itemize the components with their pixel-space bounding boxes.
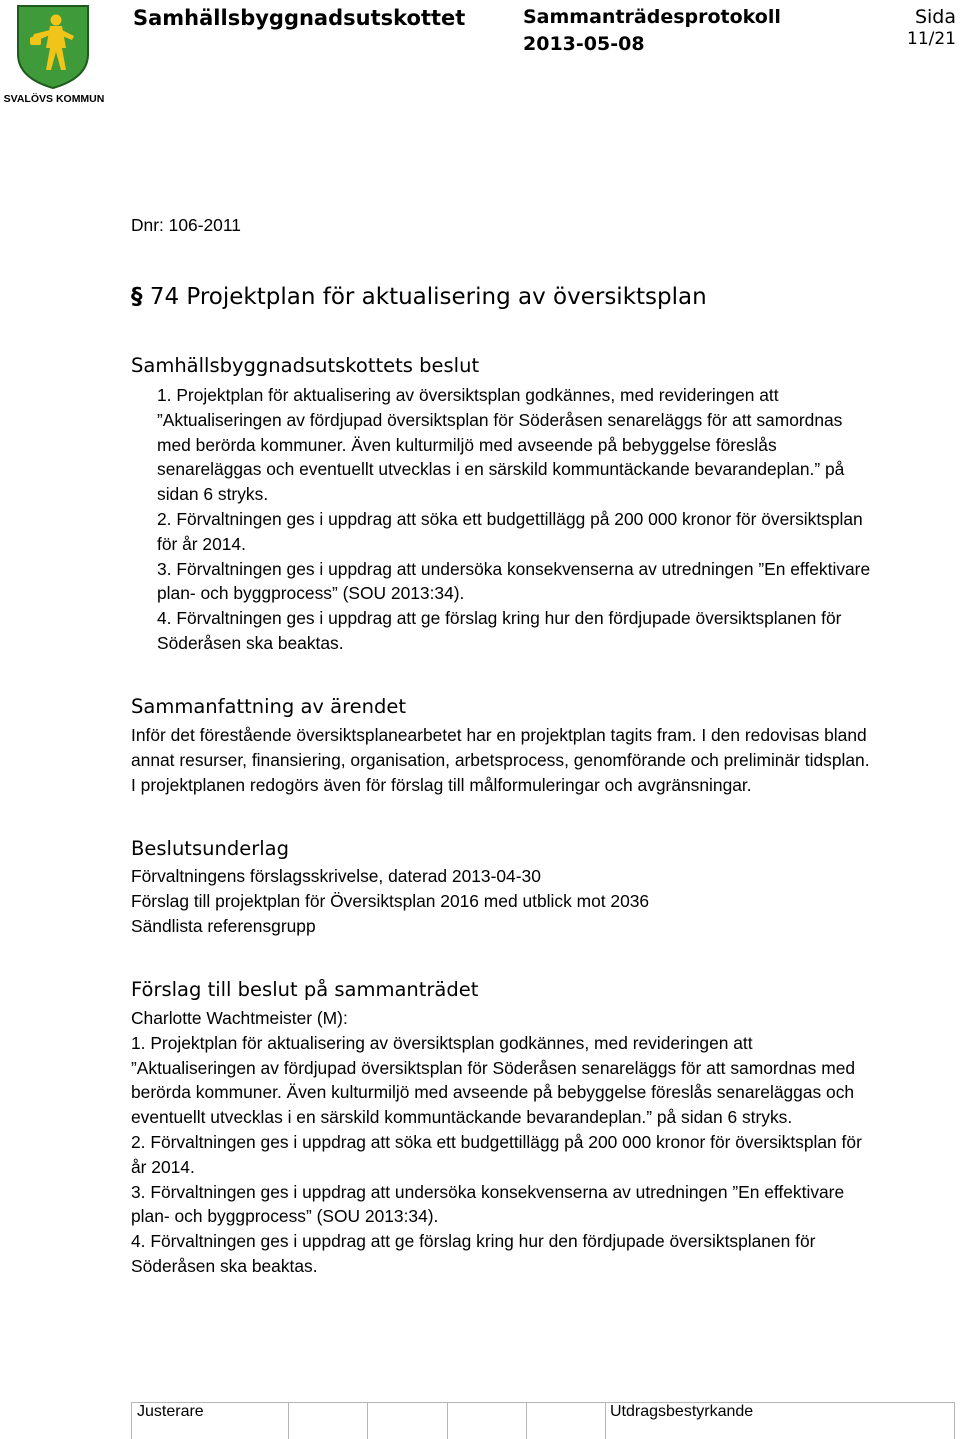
municipality-name: SVALÖVS KOMMUN [3,93,105,105]
decision-line: ”Aktualiseringen av fördjupad översiktsplan för Söderåsen senareläggs för att samordnas [157,409,843,430]
page-number: 11/21 [907,29,956,49]
summary-line: I projektplanen redogörs även för förslag till målformuleringar och avgränsningar. [131,774,752,795]
section-symbol: § [131,284,143,310]
section-title-text: 74 Projektplan för aktualisering av översiktsplan [149,284,707,310]
decision-line: plan- och byggprocess” (SOU 2013:34). [157,583,465,604]
proposer: Charlotte Wachtmeister (M): [131,1008,348,1028]
proposal-line: berörda kommuner. Även kulturmiljö med avseende på bebyggelse föreslås senareläggas och [131,1082,855,1103]
utdragsbestyrkande-label: Utdragsbestyrkande [610,1403,754,1420]
svalov-coat-of-arms-icon [16,4,90,90]
basis-list [131,864,649,938]
summary-line: Inför det förestående översiktsplanearbetet har en projektplan tagits fram. I den redovisas bland [131,725,867,745]
meeting-date: 2013-05-08 [523,33,645,55]
decision-line: 4. Förvaltningen ges i uppdrag att ge förslag kring hur den fördjupade översiktsplanen för [157,608,842,629]
proposal-list [131,1006,862,1279]
page-label: Sida [914,6,956,28]
proposal-line: plan- och byggprocess” (SOU 2013:34). [131,1206,439,1227]
proposal-heading: Förslag till beslut på sammanträdet [131,978,479,1001]
footer-divider [367,1403,368,1439]
basis-line: Förvaltningens förslagsskrivelse, daterad 2013-04-30 [131,866,541,886]
summary-line: annat resurser, finansiering, organisation, arbetsprocess, genomförande och preliminär tidsplan. [131,749,870,770]
decision-heading: Samhällsbyggnadsutskottets beslut [131,354,480,377]
decision-line: Söderåsen ska beaktas. [157,632,344,653]
summary-text [131,723,870,797]
signature-footer [131,1402,955,1439]
proposal-line: år 2014. [131,1156,195,1177]
basis-line: Förslag till projektplan för Översiktsplan 2016 med utblick mot 2036 [131,890,650,911]
basis-line: Sändlista referensgrupp [131,915,316,936]
decision-line: sidan 6 stryks. [157,484,269,505]
case-number: Dnr: 106-2011 [131,215,241,235]
summary-heading: Sammanfattning av ärendet [131,695,407,718]
proposal-line: 2. Förvaltningen ges i uppdrag att söka ett budgettillägg på 200 000 kronor för översiktsplan för [131,1131,862,1152]
proposal-line: eventuellt utvecklas i en särskild kommuntäckande bevarandeplan.” på sidan 6 stryks. [131,1107,793,1128]
decision-list [157,383,870,656]
decision-line: för år 2014. [157,533,246,554]
section-title [131,284,707,310]
proposal-line: 4. Förvaltningen ges i uppdrag att ge förslag kring hur den fördjupade översiktsplanen för [131,1231,816,1252]
document-type: Sammanträdesprotokoll [523,6,781,28]
proposal-line: 3. Förvaltningen ges i uppdrag att undersöka konsekvenserna av utredningen ”En effektivare [131,1181,845,1202]
justerare-label: Justerare [137,1403,204,1420]
decision-line: 1. Projektplan för aktualisering av översiktsplan godkännes, med revideringen att [157,385,779,405]
proposal-line: Söderåsen ska beaktas. [131,1255,318,1276]
footer-divider [447,1403,448,1439]
committee-name: Samhällsbyggnadsutskottet [133,6,466,30]
decision-line: med berörda kommuner. Även kulturmiljö med avseende på bebyggelse föreslås [157,434,777,455]
decision-line: senareläggas och eventuellt utvecklas i en särskild kommuntäckande bevarandeplan.” på [157,459,845,480]
proposal-line: 1. Projektplan för aktualisering av översiktsplan godkännes, med revideringen att [131,1032,753,1053]
footer-divider [605,1403,606,1439]
footer-divider [288,1403,289,1439]
footer-divider [526,1403,527,1439]
footer-divider [131,1403,132,1439]
basis-heading: Beslutsunderlag [131,837,289,860]
decision-line: 3. Förvaltningen ges i uppdrag att undersöka konsekvenserna av utredningen ”En effektivare [157,558,871,579]
proposal-line: ”Aktualiseringen av fördjupad översiktsplan för Söderåsen senareläggs för att samordnas med [131,1057,856,1078]
decision-line: 2. Förvaltningen ges i uppdrag att söka ett budgettillägg på 200 000 kronor för översiktsplan [157,508,863,529]
footer-divider [954,1403,955,1439]
